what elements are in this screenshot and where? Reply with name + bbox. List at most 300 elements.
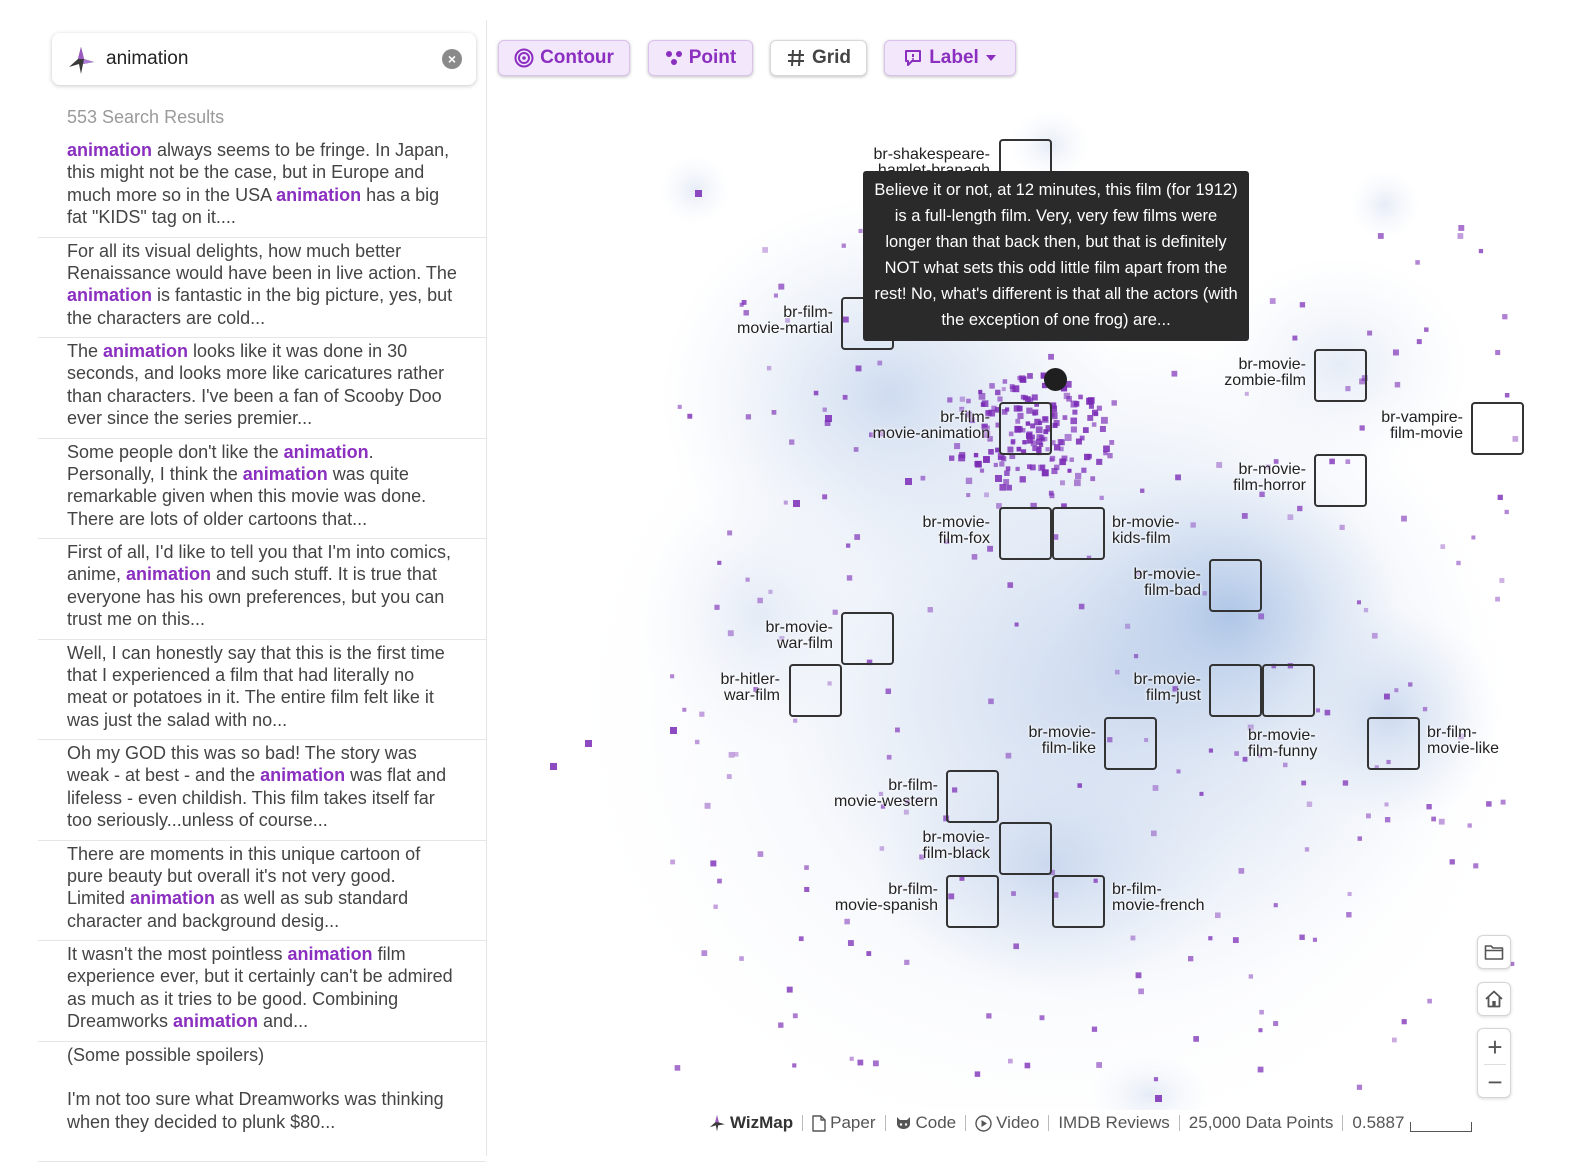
data-point: [1049, 458, 1053, 462]
grid-cell[interactable]: [1367, 717, 1420, 770]
data-point: [1384, 802, 1388, 806]
data-point: [746, 414, 751, 419]
data-point: [728, 630, 734, 636]
cluster-label: [1233, 462, 1306, 494]
result-text-fragment: It wasn't the most pointless: [67, 944, 288, 964]
grid-cell[interactable]: [999, 822, 1052, 875]
data-point: [1292, 336, 1297, 341]
data-point: [1495, 350, 1500, 355]
grid-cell[interactable]: [1104, 717, 1157, 770]
data-point: [975, 1071, 980, 1076]
data-point: [774, 293, 778, 297]
data-point: [1188, 956, 1193, 961]
point-label: Point: [688, 47, 737, 68]
search-panel: [0, 0, 488, 1176]
data-point: [799, 936, 804, 941]
data-point: [1364, 608, 1368, 612]
comment-icon: [903, 48, 923, 68]
data-point: [981, 402, 985, 406]
data-point: [1456, 561, 1460, 565]
panel-divider: [486, 20, 487, 1156]
data-point: [880, 846, 885, 851]
hovered-point[interactable]: [1044, 368, 1067, 391]
cluster-label-line: br-movie-: [1133, 566, 1201, 583]
play-circle-icon: [975, 1115, 992, 1132]
label-label: Label: [929, 47, 979, 68]
data-point: [670, 674, 674, 678]
footer-separator: [1048, 1115, 1049, 1131]
data-point: [585, 740, 592, 747]
data-point: [1040, 1015, 1045, 1020]
data-point: [895, 728, 900, 733]
data-point: [714, 605, 719, 610]
data-point: [1077, 783, 1082, 788]
data-point: [1092, 410, 1098, 416]
data-point: [1115, 670, 1120, 675]
search-result-item[interactable]: [38, 439, 486, 540]
data-point: [1343, 780, 1348, 785]
data-point: [1030, 464, 1036, 470]
data-point: [1325, 710, 1331, 716]
grid-cell[interactable]: [1209, 559, 1262, 612]
grid-cell[interactable]: [1209, 664, 1262, 717]
data-point: [1479, 249, 1483, 253]
cluster-label: [834, 778, 938, 810]
search-result-text: [67, 541, 458, 631]
data-point: [1008, 1059, 1013, 1064]
data-point: [949, 456, 954, 461]
cluster-label-line: film-bad: [1144, 582, 1201, 599]
data-point: [1471, 535, 1475, 539]
data-point: [1140, 489, 1144, 493]
data-point: [1502, 314, 1507, 319]
tooltip-text: Believe it or not, at 12 minutes, this film (for 1912) is a full-length film. Very, very few films were longer than that back then, but that is definitely NOT what sets this odd little film apart from the rest! No, what's different is that all the actors (with the exception of one frog) are...: [874, 181, 1238, 329]
search-result-item[interactable]: [38, 740, 486, 841]
cluster-label-line: film-movie: [1390, 425, 1463, 442]
data-point: [701, 950, 707, 956]
data-point: [1299, 935, 1304, 940]
cluster-label-line: movie-animation: [872, 425, 990, 442]
zoom-in-button[interactable]: [1478, 1029, 1512, 1064]
result-text-fragment: as well as sub standard character and background desig...: [67, 888, 409, 931]
data-point: [1072, 410, 1077, 415]
data-point: [1058, 439, 1064, 445]
paper-link[interactable]: [812, 1113, 875, 1133]
data-point: [1283, 763, 1288, 768]
folder-icon: [1484, 943, 1504, 961]
search-result-text: [67, 240, 458, 330]
data-point: [844, 919, 850, 925]
data-point: [772, 410, 777, 415]
cluster-label: [1112, 882, 1204, 914]
data-point: [995, 475, 1002, 482]
search-result-item[interactable]: [38, 338, 486, 439]
data-point: [1301, 781, 1306, 786]
data-point: [887, 755, 892, 760]
data-point: [1505, 393, 1510, 398]
data-point: [1101, 417, 1108, 424]
search-result-text: [67, 139, 458, 229]
data-point: [947, 397, 952, 402]
data-point: [960, 397, 965, 402]
result-text-fragment: . Personally, I think the: [67, 441, 374, 484]
search-result-item[interactable]: [38, 941, 486, 1042]
data-point: [905, 478, 912, 485]
data-point: [846, 543, 850, 547]
data-point: [1392, 1038, 1397, 1043]
data-point: [1372, 633, 1378, 639]
data-point: [1468, 823, 1472, 827]
search-highlight: animation: [126, 564, 212, 585]
cluster-label-line: br-shakespeare-: [873, 146, 990, 163]
data-point: [1417, 339, 1422, 344]
result-text-fragment: film experience ever, but it certainly can't be admired as much as it tries to be good. Combining Dreamworks: [67, 944, 453, 1032]
data-point: [904, 810, 909, 815]
data-point: [1357, 1085, 1362, 1090]
data-point: [1059, 447, 1064, 452]
data-point: [1096, 1062, 1102, 1068]
cluster-label: [1028, 725, 1096, 757]
data-point: [857, 1060, 863, 1066]
search-result-text: [67, 642, 458, 732]
search-highlight: animation: [283, 441, 369, 462]
data-point: [758, 851, 764, 857]
data-point: [1348, 892, 1352, 896]
result-text-fragment: and...: [258, 1011, 309, 1032]
data-point: [1395, 382, 1400, 387]
data-point: [1078, 395, 1083, 400]
grid-cell[interactable]: [999, 402, 1052, 455]
data-point: [1070, 418, 1077, 425]
result-text-fragment: Oh my GOD this was so bad! The story was weak - at best - and the: [67, 743, 417, 786]
data-point: [1154, 1077, 1158, 1081]
clear-search-button[interactable]: [442, 49, 462, 69]
data-point: [1259, 1010, 1264, 1015]
result-text-fragment: (Some possible spoilers) I'm not too sure what Dreamworks was thinking when they decided to plunk $80...: [67, 1044, 444, 1132]
contour-label: Contour: [540, 47, 614, 68]
data-point: [1307, 802, 1312, 807]
data-point: [734, 752, 739, 757]
data-point: [1458, 225, 1464, 231]
data-point: [729, 752, 735, 758]
data-point: [1258, 1067, 1264, 1073]
data-point: [974, 453, 978, 457]
data-point: [921, 476, 926, 481]
data-point: [1107, 453, 1112, 458]
data-point: [1027, 373, 1033, 379]
data-point-count: 25,000 Data Points: [1188, 1113, 1334, 1132]
cluster-label-line: film-black: [922, 845, 990, 862]
data-point: [695, 740, 699, 744]
home-button[interactable]: [1477, 982, 1511, 1016]
data-point: [739, 956, 744, 961]
wizmap-logo-icon: [66, 45, 96, 75]
folder-button[interactable]: [1477, 935, 1511, 969]
data-point: [954, 443, 960, 449]
data-point: [717, 879, 722, 884]
data-point: [1473, 863, 1478, 868]
data-point: [778, 284, 784, 290]
data-point: [1096, 459, 1102, 465]
cluster-label: [835, 882, 938, 914]
data-point: [1051, 468, 1057, 474]
search-result-item[interactable]: [38, 238, 486, 339]
data-point: [1080, 436, 1085, 441]
zoom-controls: [1477, 1028, 1511, 1098]
data-point: [1065, 434, 1072, 441]
data-point: [904, 960, 909, 965]
cluster-label-line: movie-spanish: [834, 897, 938, 914]
data-point: [986, 1013, 991, 1018]
footer-separator: [802, 1115, 803, 1131]
cluster-label: [720, 672, 780, 704]
data-point: [1394, 688, 1398, 692]
data-point: [1003, 379, 1008, 384]
data-point: [823, 408, 827, 412]
data-point: [768, 590, 772, 594]
cluster-label: [1381, 410, 1463, 442]
data-point: [705, 803, 711, 809]
data-point: [1203, 591, 1207, 595]
data-point: [793, 719, 797, 723]
search-result-text: [67, 742, 458, 832]
data-point: [1340, 525, 1345, 530]
data-point: [1048, 354, 1054, 360]
results-count: 553 Search Results: [67, 107, 225, 127]
data-point: [1092, 422, 1097, 427]
point-toggle-button[interactable]: [648, 40, 753, 76]
data-point: [1216, 462, 1222, 468]
data-point: [792, 1063, 796, 1067]
data-point: [958, 454, 965, 461]
data-point: [1440, 544, 1445, 549]
search-highlight: animation: [276, 184, 362, 205]
github-icon: [895, 1116, 912, 1131]
grid-cell[interactable]: [1314, 349, 1367, 402]
data-point: [727, 530, 732, 535]
cluster-label-line: br-movie-: [1238, 461, 1306, 478]
data-point: [1054, 420, 1060, 426]
data-point: [746, 578, 750, 582]
data-point: [1288, 514, 1294, 520]
caret-down-icon: [985, 53, 997, 63]
data-point: [928, 607, 933, 612]
data-point: [1270, 298, 1276, 304]
grid-label: Grid: [811, 47, 852, 68]
data-point: [1131, 936, 1136, 941]
search-highlight: animation: [287, 944, 373, 964]
data-point: [699, 712, 704, 717]
data-point: [1176, 769, 1180, 773]
contour-region: [1350, 170, 1420, 240]
data-point: [1274, 903, 1278, 907]
cluster-label-line: br-film-: [888, 881, 938, 898]
result-text-fragment: is fantastic in the big picture, yes, but the characters are cold...: [67, 285, 453, 328]
search-input[interactable]: [106, 43, 426, 75]
data-point: [727, 774, 732, 779]
data-point: [1083, 427, 1089, 433]
grid-cell[interactable]: [1052, 507, 1105, 560]
grid-cell[interactable]: [1262, 664, 1315, 717]
data-point: [1087, 415, 1093, 421]
data-point: [757, 598, 763, 604]
data-point: [1090, 476, 1095, 481]
search-result-item[interactable]: [38, 640, 486, 741]
data-point: [1245, 392, 1249, 396]
footer-separator: [1342, 1115, 1343, 1131]
data-point: [1297, 506, 1302, 511]
cluster-label-line: war-film: [724, 687, 780, 704]
grid-cell[interactable]: [1471, 402, 1524, 455]
data-point: [966, 399, 971, 404]
footer-separator: [965, 1115, 966, 1131]
search-result-item[interactable]: [38, 841, 486, 942]
data-point: [988, 699, 994, 705]
data-point: [997, 396, 1002, 401]
data-point: [1021, 395, 1026, 400]
data-point: [1049, 491, 1054, 496]
data-point: [1431, 817, 1436, 822]
data-point: [1498, 495, 1503, 500]
data-point: [789, 439, 794, 444]
data-point: [1010, 384, 1015, 389]
paper-label: Paper: [830, 1113, 876, 1132]
result-text-fragment: First of all, I'd like to tell you that I'm into comics, anime,: [67, 542, 452, 585]
data-point: [1208, 936, 1212, 940]
data-point: [1501, 800, 1506, 805]
data-point: [1075, 473, 1081, 479]
cluster-label-line: movie-french: [1112, 897, 1205, 914]
video-link[interactable]: [975, 1113, 1039, 1133]
grid-cell[interactable]: [1052, 875, 1105, 928]
brand-name: WizMap: [730, 1113, 794, 1132]
data-point: [842, 244, 846, 248]
cluster-label-line: film-fox: [938, 530, 990, 547]
data-point: [1002, 387, 1006, 391]
grid-cell[interactable]: [999, 507, 1052, 560]
data-point: [717, 561, 721, 565]
data-point: [1457, 233, 1463, 239]
data-point: [1215, 912, 1221, 918]
result-text-fragment: and such stuff. It is true that everyone has his own preferences, but you can trust me on this...: [67, 564, 445, 630]
data-point: [1175, 474, 1181, 480]
grid-cell[interactable]: [841, 612, 894, 665]
cluster-label-line: br-movie-: [922, 514, 990, 531]
data-point: [1086, 398, 1093, 405]
file-icon: [812, 1115, 826, 1132]
data-point: [999, 484, 1006, 491]
cluster-label-line: br-movie-: [922, 829, 990, 846]
data-point: [1316, 708, 1320, 712]
grid-toggle-button[interactable]: [770, 40, 867, 76]
search-result-item[interactable]: [38, 1042, 486, 1162]
cluster-label: [1224, 357, 1306, 389]
data-point: [998, 456, 1002, 460]
data-point: [1074, 479, 1081, 486]
grid-cell[interactable]: [946, 770, 999, 823]
data-point: [1258, 1028, 1262, 1032]
cluster-label-line: br-movie-: [1028, 724, 1096, 741]
data-point: [1313, 938, 1317, 942]
search-highlight: animation: [67, 140, 153, 160]
data-point: [1305, 847, 1309, 851]
results-list: [38, 137, 486, 1162]
data-point: [858, 229, 862, 233]
data-point: [1427, 999, 1432, 1004]
data-point: [1234, 751, 1239, 756]
data-point: [833, 610, 838, 615]
grid-cell[interactable]: [1314, 454, 1367, 507]
data-point: [1199, 792, 1203, 796]
search-result-text: [67, 943, 458, 1033]
search-result-text: [67, 441, 458, 531]
cluster-label-line: br-movie-: [1133, 671, 1201, 688]
data-point: [1209, 748, 1213, 752]
cluster-label-line: br-film-: [1112, 881, 1162, 898]
hash-icon: [786, 48, 806, 68]
cluster-label: [922, 830, 990, 862]
grid-cell[interactable]: [789, 664, 842, 717]
code-label: Code: [915, 1113, 957, 1132]
data-point: [793, 500, 800, 507]
cluster-label-line: br-movie-: [1238, 356, 1306, 373]
cluster-label-line: br-film-: [940, 409, 990, 426]
zoom-out-button[interactable]: [1478, 1064, 1512, 1099]
data-point: [1378, 233, 1384, 239]
data-point: [1402, 1019, 1407, 1024]
data-point: [1424, 327, 1428, 331]
search-highlight: animation: [103, 341, 189, 361]
search-highlight: animation: [173, 1011, 259, 1032]
data-point: [877, 361, 882, 366]
video-label: Video: [996, 1113, 1040, 1132]
data-point: [1079, 604, 1085, 610]
wizmap-link[interactable]: [708, 1113, 793, 1133]
data-point: [767, 366, 771, 370]
data-point: [873, 1060, 879, 1066]
contour-toggle-button[interactable]: [498, 40, 630, 76]
scale-bar: [1410, 1122, 1472, 1132]
data-point: [1155, 1095, 1162, 1102]
grid-cell[interactable]: [946, 875, 999, 928]
data-point: [1003, 479, 1009, 485]
data-point: [1193, 1036, 1199, 1042]
data-point: [1103, 446, 1110, 453]
data-point: [984, 492, 989, 497]
code-link[interactable]: [895, 1113, 957, 1133]
point-tooltip: [863, 171, 1249, 341]
data-point: [1249, 974, 1253, 978]
data-point: [994, 463, 998, 467]
search-result-item[interactable]: [38, 137, 486, 238]
search-result-item[interactable]: [38, 539, 486, 640]
data-point: [856, 365, 862, 371]
data-point: [1393, 349, 1399, 355]
search-result-text: [67, 1044, 458, 1134]
cluster-label: [1427, 725, 1499, 757]
data-point: [1081, 468, 1086, 473]
data-point: [1367, 331, 1372, 336]
data-point: [670, 860, 675, 865]
data-point: [1239, 868, 1245, 874]
data-point: [1151, 831, 1157, 837]
minus-icon: −: [1487, 1066, 1503, 1097]
label-toggle-button[interactable]: [884, 40, 1016, 76]
contour-icon: [514, 48, 534, 68]
cluster-label-line: br-film-: [783, 304, 833, 321]
data-point: [991, 406, 996, 411]
data-point: [1495, 597, 1500, 602]
